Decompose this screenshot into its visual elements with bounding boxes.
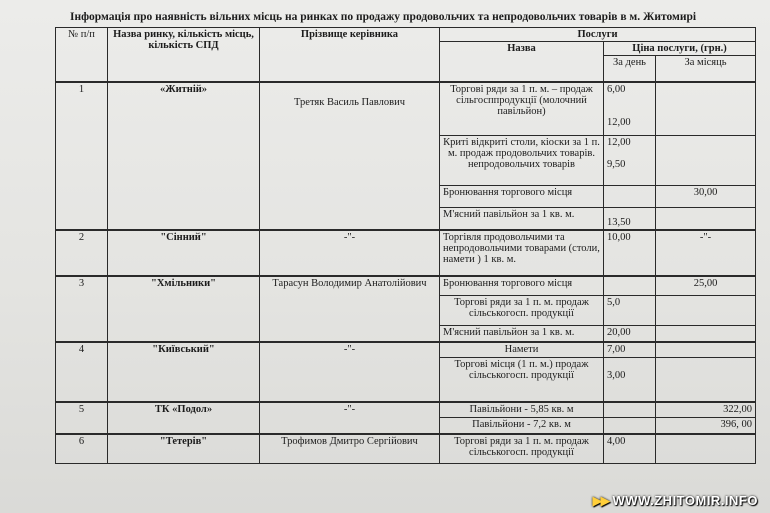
price-per-month [656,82,756,136]
price-value: 6,00 [607,83,626,95]
service-name: Павільйони - 7,2 кв. м [440,418,604,434]
service-name: Торгові ряди за 1 п. м. – продаж сільгосппродукції (молочний павільйон) [440,82,604,136]
header-services: Послуги [440,28,756,42]
row-num: 3 [56,276,108,342]
price-per-day: 4,00 [604,434,656,464]
header-num: № п/п [56,28,108,82]
markets-table [55,27,756,464]
row-num: 4 [56,342,108,402]
price-per-month [656,136,756,186]
price-per-month: 25,00 [656,276,756,296]
market-name: ТК «Подол» [108,402,260,434]
price-per-day: 7,00 [604,342,656,358]
price-per-month [656,342,756,358]
price-per-month [656,296,756,326]
price-value: 12,00 [607,137,631,148]
price-per-day: 10,00 [604,230,656,276]
price-value: 9,50 [607,159,626,170]
market-name: «Житній» [108,82,260,230]
price-per-day [604,136,656,186]
price-per-day: 5,0 [604,296,656,326]
service-name: Торгівля продовольчими та непродовольчими товарами (столи, намети ) 1 кв. м. [440,230,604,276]
price-per-day [604,418,656,434]
market-name: "Хмільники" [108,276,260,342]
price-per-day: 20,00 [604,326,656,342]
document-title: Інформація про наявність вільних місць на ринках по продажу продовольчих та непродовольчих товарів в м. Житомирі [70,11,697,23]
service-name: Бронювання торгового місця [440,186,604,208]
service-name: М'ясний павільйон за 1 кв. м. [440,208,604,230]
manager-name: -"- [260,230,440,276]
price-per-month: 322,00 [656,402,756,418]
table-row [56,402,756,418]
service-name: М'ясний павільйон за 1 кв. м. [440,326,604,342]
row-num: 5 [56,402,108,434]
row-num: 6 [56,434,108,464]
site-watermark [593,493,758,509]
table-row [56,434,756,464]
manager-name: Тарасун Володимир Анатолійович [260,276,440,342]
service-name: Криті відкриті столи, кіоски за 1 п. м. продаж продовольчих товарів. непродовольчих товарів [440,136,604,186]
price-per-day: 3,00 [604,358,656,402]
price-per-day [604,82,656,136]
header-market: Назва ринку, кількість місць, кількість СПД [108,28,260,82]
row-num: 2 [56,230,108,276]
manager-name: Третяк Василь Павлович [260,82,440,230]
market-name: "Тетерів" [108,434,260,464]
price-per-day [604,186,656,208]
price-per-month [656,434,756,464]
header-manager: Прізвище керівника [260,28,440,82]
table-row [56,230,756,276]
price-per-month [656,326,756,342]
row-num: 1 [56,82,108,230]
price-per-day [604,402,656,418]
service-name: Намети [440,342,604,358]
header-per-day: За день [604,56,656,82]
service-name: Торгові ряди за 1 п. м. продаж сільськогосп. продукції [440,434,604,464]
header-service-name: Назва [440,42,604,82]
service-name: Павільйони - 5,85 кв. м [440,402,604,418]
price-per-month: -"- [656,230,756,276]
header-price: Ціна послуги, (грн.) [604,42,756,56]
manager-name: -"- [260,342,440,402]
price-per-month [656,358,756,402]
watermark-dots-icon: ▶▶ [592,493,609,508]
price-value: 12,00 [607,116,631,128]
price-per-month [656,208,756,230]
price-per-month: 30,00 [656,186,756,208]
service-name: Торгові ряди за 1 п. м. продаж сільськогосп. продукції [440,296,604,326]
watermark-text: WWW.ZHITOMIR.INFO [612,493,758,508]
service-name: Торгові місця (1 п. м.) продаж сільськогосп. продукції [440,358,604,402]
table-row [56,342,756,358]
market-name: "Сінний" [108,230,260,276]
price-per-month: 396, 00 [656,418,756,434]
manager-name: Трофимов Дмитро Сергійович [260,434,440,464]
table-row [56,82,756,136]
service-name: Бронювання торгового місця [440,276,604,296]
market-name: "Київський" [108,342,260,402]
manager-name: -"- [260,402,440,434]
header-per-month: За місяць [656,56,756,82]
price-per-day [604,276,656,296]
table-row [56,276,756,296]
price-per-day: 13,50 [604,208,656,230]
